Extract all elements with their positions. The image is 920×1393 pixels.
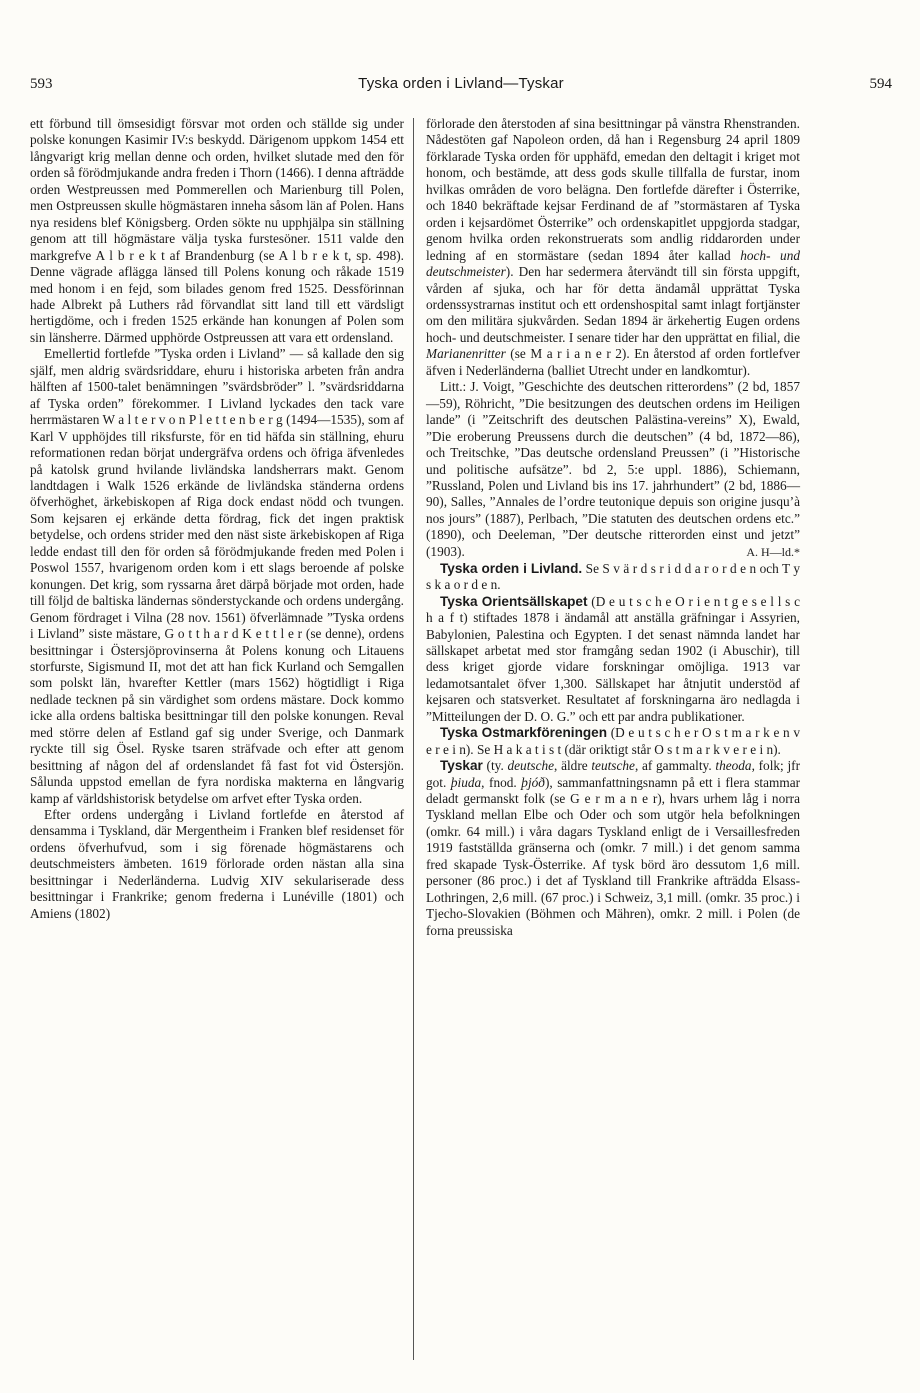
paragraph: Emellertid fortlefde ”Tyska orden i Livland” — så kallade den sig själf, men aldrig svärdsriddare, ehuru i historiska arbeten från andra hälften af 1500-talet benämningen ”svärdsbröder” l. ”svärdsriddarna af Tyska orden” förekommer. I Livland lyckades den tack vare herrmästaren W a l t e r v o n P l e t t e n b e r g (1494—1535), som af Karl V upphöjdes till riksfurste, för en tid häfda sin ställning, ehuru reformationen redan börjat undergräfva ordens och öfriga äfvenledes på katolsk grund hvilande livländska landsherrars makt. Genom landtdagen i Walk 1526 erkände de livländska ständerna ordens öfverhöghet, ärkebiskopen af Riga dock endast nödd och tvungen. Som kejsaren ej erkände detta fördrag, fick det ingen praktisk betydelse, och ordens strider med den näst siste ärkebiskopen af Riga ledde endast till den för orden så förödmjukande freden med Polen i Poswol 1557, hvarigenom orden kom i ett slags beroende af polske konungen. Det krig, som ryssarna året därpå började mot orden, hade till följd de baltiska ländernas sönderstyckande och ordens undergång. Genom fördraget i Vilna (28 nov. 1561) öfverlämnade ”Tyska ordens i Livland” siste mästare, G o t t h a r d K e t t l e r (se denne), ordens besittningar i Östersjöprovinserna åt Polens konung och Litauens storfurste, Sigismund II, mot det att han fick Kurland och Semgallen som polskt län, hvarefter Kettler (mars 1562) högtidligt i Riga nedlade tecknen på sin värdighet som ordens mästare. Dock kommo icke alla ordens baltiska besittningar till den polske konungen. Reval med större delen af Estland gaf sig under Sverige, och Danmark ryckte till sig Ösel. Ryske tsaren sträfvade och efter att genom besittning af någon del af ordenslandet få fast fot vid Östersjön. Sålunda uppstod emellan de fyra nordiska makterna en långvarig kamp af världshistorisk betydelse om arfvet efter Tyska orden. <box>30 346 404 806</box>
italic-term: hoch- und deutschmeister <box>426 247 800 280</box>
author-signature: A. H—ld.* <box>746 545 800 560</box>
page-number-right: 594 <box>869 76 892 92</box>
text-run: ), sammanfattningsnamn på ett i flera stammar deladt germanskt folk (se G e r m a n e r), hvars urhem låg i norra Tyskland mellan Elbe och Oder och som utgör hela befolkningen (omkr. 64 mill.) i våra dagars Tyskland enligt de i Versaillesfreden 1919 fastställda gränserna och (omkr. 7 mill.) i det genom samma fred skapade Tysk-Österrike. Af tysk börd äro dessutom 1,6 mill. personer (86 proc.) i det af Tyskland till Frankrike afträdda Elsass-Lothringen, 2,6 mill. (67 proc.) i Schweiz, 3,1 mill. (omkr. 35 proc.) i Tjecho-Slovakien (Böhmen och Mähren), omkr. 2 mill. i Polen (de forna preussiska <box>426 774 801 938</box>
paragraph: ett förbund till ömsesidigt försvar mot orden och ställde sig under polske konungen Kasimir IV:s beskydd. Därigenom uppkom 1454 ett långvarigt krig mellan denne och orden, hvilket slutade med den för orden så förödmjukande andra freden i Thorn (1466). I denna afträdde orden Westpreussen med Pommerellen och Marienburg till Polen, men Ostpreussen skulle högmästaren inneha såsom län af Polen. Hans nya residens blef Königsberg. Orden sökte nu upphjälpa sin ställning genom att till högmästare välja tyska furstesöner. 1511 valde den markgrefve A l b r e k t af Brandenburg (se A l b r e k t, sp. 498). Denne vägrade aflägga länsed till Polens konung och råkade 1519 med honom i en fejd, som bilades genom fred 1525. Dessförinnan hade Albrekt på Luthers råd förvandlat sitt land till ett värdsligt hertigdöme, och i freden 1525 erkände han konungen af Polen som sin länsherre. Därmed upphörde Ostpreussen att vara ett ordensland. <box>30 116 404 345</box>
italic-term: theoda <box>715 758 752 774</box>
text-run: (D e u t s c h e O r i e n t g e s e l l s c h a f t) stiftades 1878 i ändamål att anställa gräfningar i Assyrien, Babylonien, Palestina och Egypten. I det senast nämnda landet har sällskapet arbetat med stor framgång sedan 1902 (i Abuschir), till dess kriget gjorde vidare forskningar omöjliga. 1913 var ledamotsantalet öfver 1,300. Sällskapet har åtnjutit understöd af kejsaren och statsverket. Resultatet af forskningarna äro nedlagda i ”Mitteilungen der D. O. G.” och ett par andra publikationer. <box>426 593 800 724</box>
text-run: ). Den har sedermera återvändt till sin första uppgift, vården af sjuka, och har för detta ändamål upprättat Tyska ordenssystrarnas institut och ett ordenshospital samt inlagt fortjänster om den militära sjukvården. Sedan 1894 är ärkehertig Eugen ordens hoch- und deutschmeister. I senare tider har den upprättat en filial, die <box>426 264 800 345</box>
text-run: (se M a r i a n e r 2). En återstod af orden fortlefver äfven i Nederländerna (balliet Utrecht under en landkomtur). <box>426 346 800 378</box>
text-run: (ty. <box>482 758 508 774</box>
text-run: (D e u t s c h e r O s t m a r k e n v e r e i n). Se H a k a t i s t (där oriktigt står O s t m a r k v e r e i n). <box>426 725 800 757</box>
entry-tyska-orden-i-livland <box>426 561 800 594</box>
page-header <box>30 76 892 98</box>
column-divider <box>413 118 414 1360</box>
italic-term: þjóð <box>521 774 545 790</box>
paragraph <box>426 116 800 379</box>
page-number-left: 593 <box>30 76 53 92</box>
text-run: , folk; jfr got. <box>426 758 800 790</box>
entry-headword: Tyskar <box>440 758 483 774</box>
left-column <box>30 116 404 922</box>
right-column <box>426 116 800 939</box>
running-head: Tyska orden i Livland—Tyskar <box>358 75 564 92</box>
entry-headword: Tyska Orientsällskapet <box>440 593 588 609</box>
text-run: Se S v ä r d s r i d d a r o r d e n och T y s k a o r d e n. <box>426 560 800 593</box>
entry-tyska-orientsallskapet <box>426 594 800 726</box>
text-run: förlorade den återstoden af sina besittningar på vänstra Rhenstranden. Nådestöten gaf Napoleon orden, då han i Regensburg 24 april 1809 förklarade Tyska orden för upphäfd, emedan den deltagit i kriget mot honom, och bestämde, att dess gods skulle tillfalla de furstar, inom hvilkas områden de voro belägna. Den fortlefde därefter i Österrike, och 1840 bekräftade kejsar Ferdinand de af ”stormästaren af Tyska orden i kejsardömet Österrike” och ordenskapitlet uppgjorda stadgar, genom hvilka orden rekonstruerats som andlig riddarorden under ledning af en stormästare (sedan 1894 åter kallad <box>426 116 800 263</box>
entry-tyskar <box>426 758 800 939</box>
text-run: Litt.: J. Voigt, ”Geschichte des deutschen ritterordens” (2 bd, 1857—59), Röhricht, ”Die besitzungen des deutschen ordens im Heiligen lande” (i ”Zeitschrift des deutschen Palästina-vereins” X), Ewald, ”Die eroberung Preussens durch die deutschen” (4 bd, 1872—86), och Treitschke, ”Das deutsche ordensland Preussen” (i ”Historische und politische aufsätze”. bd 2, 5:e uppl. 1886), Schiemann, ”Russland, Polen und Livland bis ins 17. jahrhundert” (2 bd, 1886—90), Salles, ”Annales de l’ordre teutonique depuis son origine jusqu’à nos jours” (1887), Perlbach, ”Die statuten des deutschen ordens etc.” (1890), och Deeleman, ”Der deutsche ritterorden einst und jetzt” (1903). <box>426 379 800 559</box>
literature-paragraph <box>426 379 800 560</box>
entry-tyska-ostmarkforeningen <box>426 725 800 758</box>
italic-term: deutsche <box>507 758 555 774</box>
entry-headword: Tyska Ostmarkföreningen <box>440 725 608 741</box>
text-run: , af gammalty. <box>634 758 716 774</box>
italic-term: teutsche <box>591 758 635 774</box>
text-run: , äldre <box>554 758 592 774</box>
text-run: , fnod. <box>481 774 522 790</box>
entry-headword: Tyska orden i Livland. <box>440 560 583 576</box>
italic-term: Marianenritter <box>426 346 506 362</box>
paragraph: Efter ordens undergång i Livland fortlefde en återstod af densamma i Tyskland, där Mergentheim i Franken blef residenset för ordens öfverhufvud, som i sig förenade högmästarens och deutschmeisters ämbeten. 1619 förlorade orden nästan alla sina besittningar i Nederländerna. Ludvig XIV sekulariserade dess besittningar i Frankrike; genom fredernа i Lunéville (1801) och Amiens (1802) <box>30 807 404 921</box>
italic-term: þiuda <box>450 774 482 790</box>
